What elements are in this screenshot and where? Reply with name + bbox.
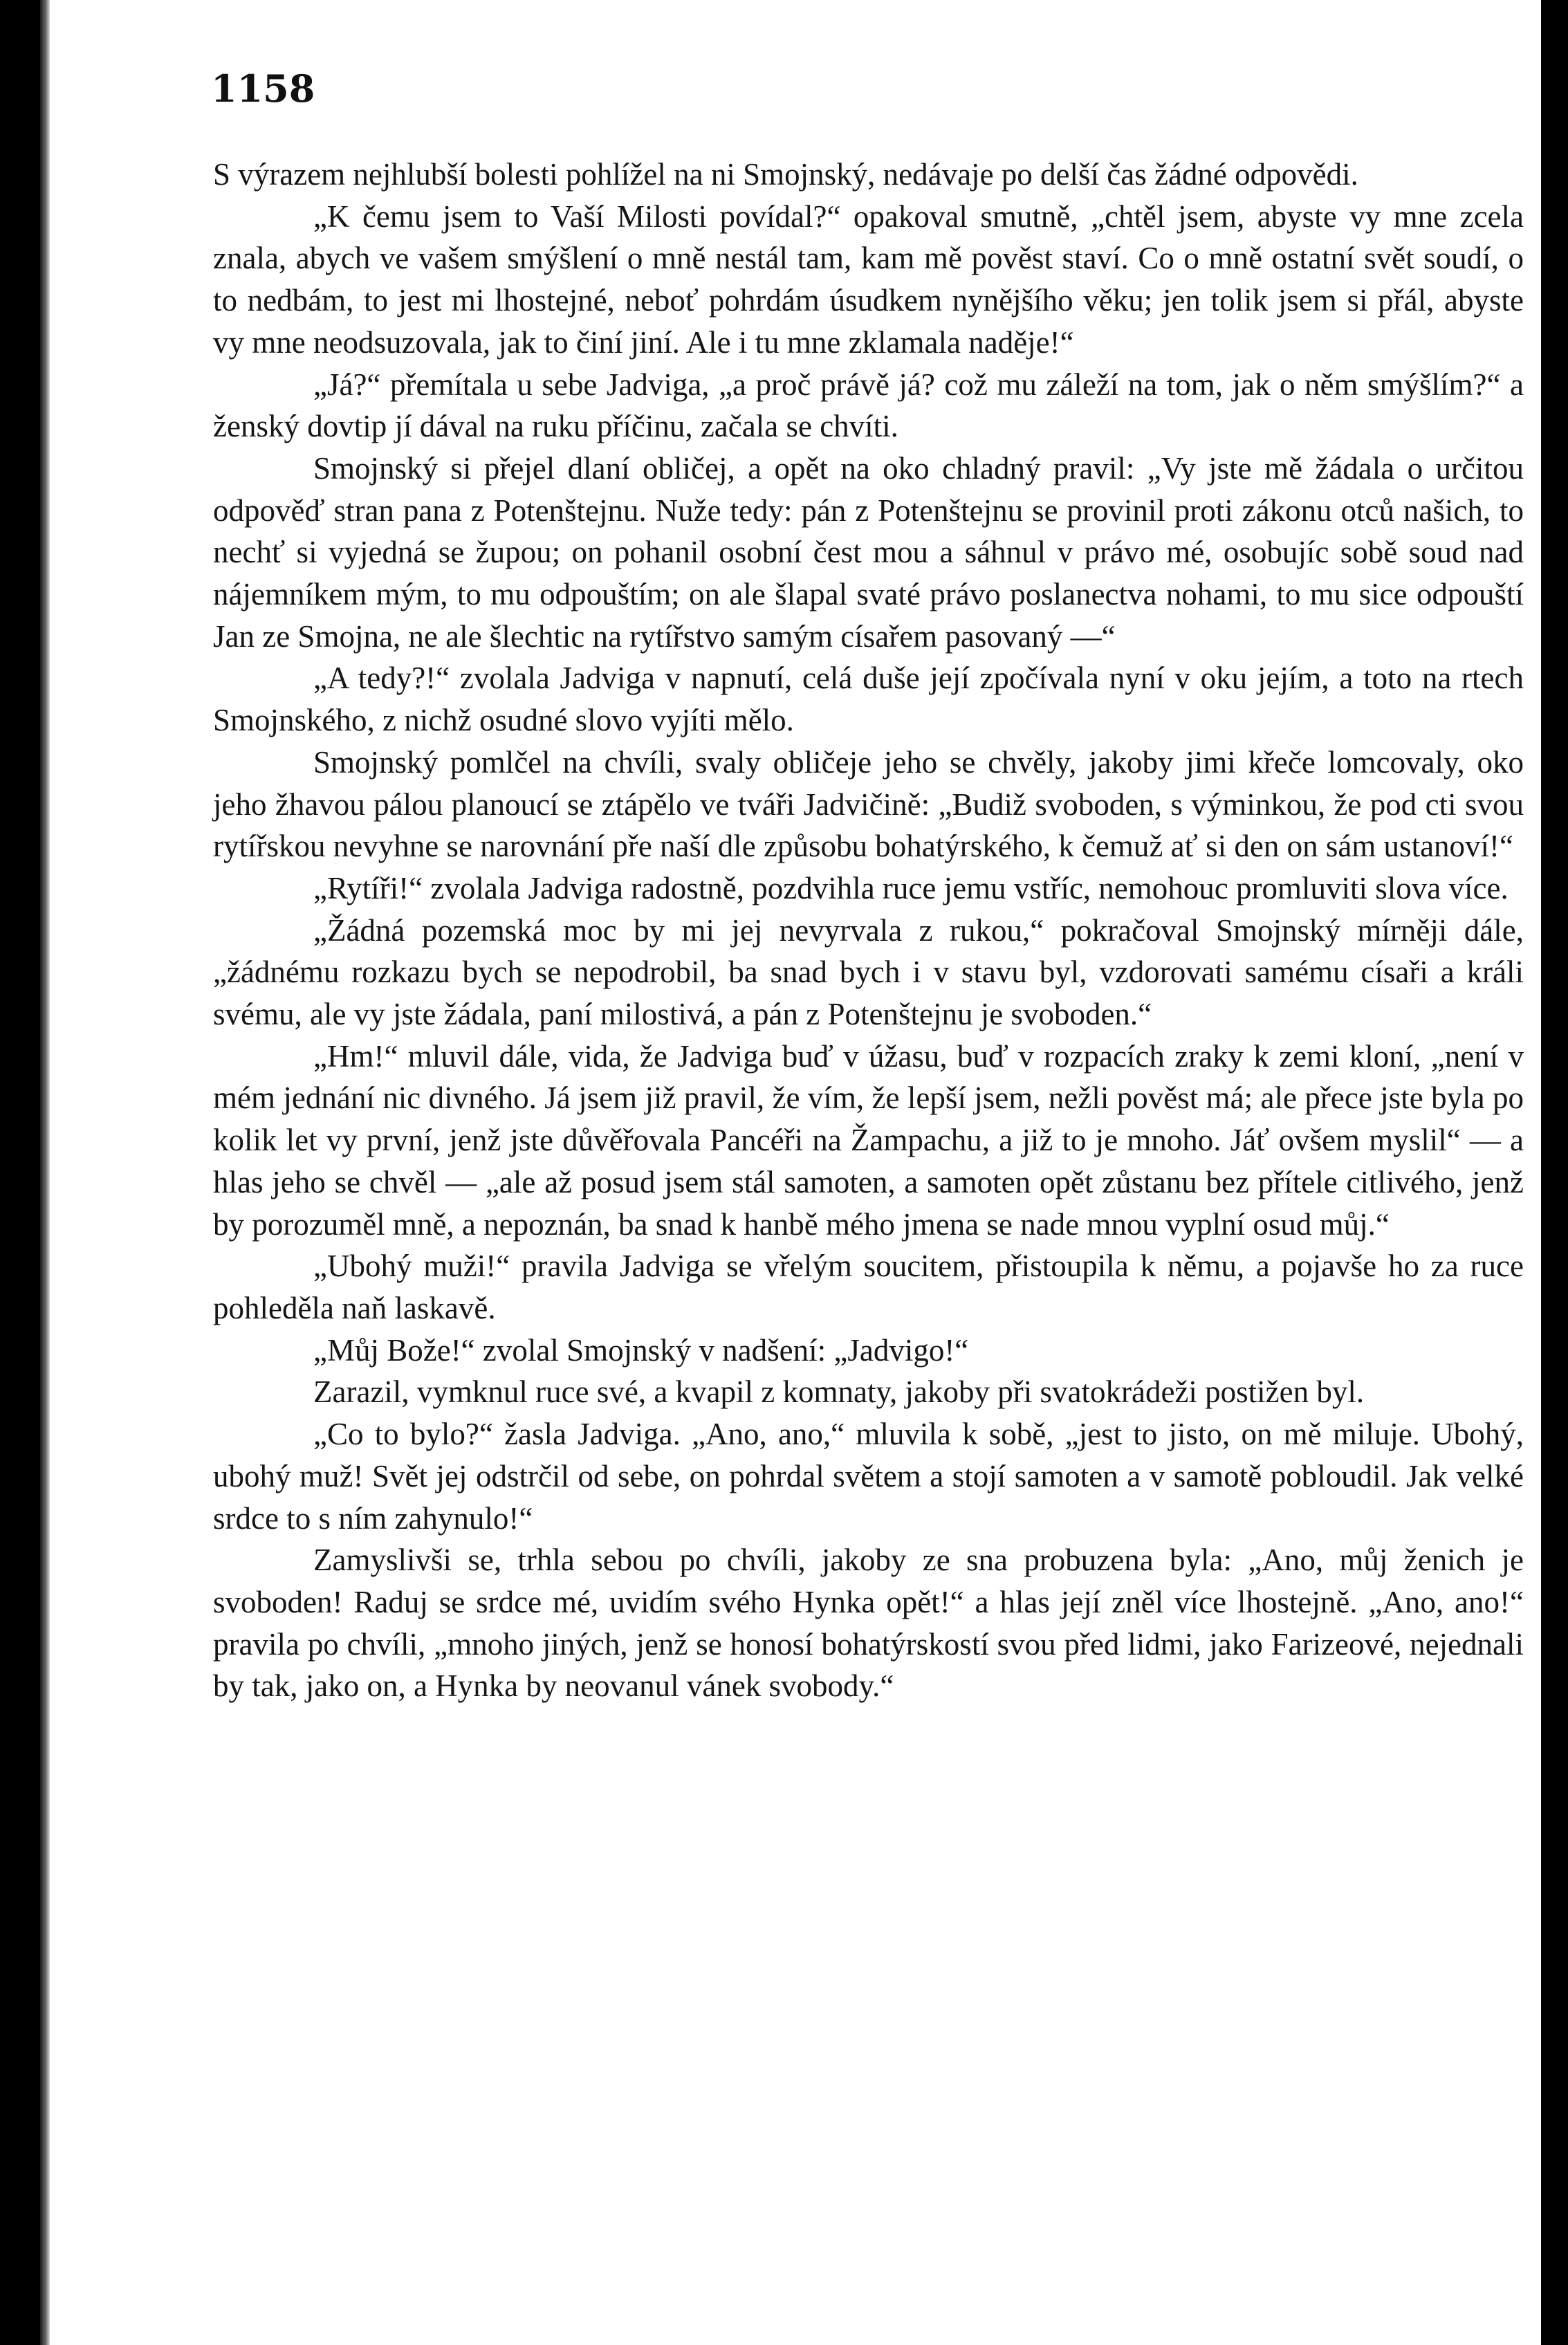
paragraph-14: Zamyslivši se, trhla sebou po chvíli, jakoby ze sna probuzena byla: „Ano, můj ženich je svoboden! Raduj se srdce mé, uvidím svého Hynka opět!“ a hlas její zněl více lhostejně. „Ano, ano!“ pravila po chvíli, „mnoho jiných, jenž se honosí bohatýrskostí svou před lidmi, jako Farizeové, nejednali by tak, jako on, a Hynka by neovanul vánek svobody.“ [213,1543,1524,1704]
page-number: 1158 [211,66,315,111]
paragraph-11: „Můj Bože!“ zvolal Smojnský v nadšení: „Jadvigo!“ [313,1332,969,1368]
paragraph-2: „K čemu jsem to Vaší Milosti povídal?“ opakoval smutně, „chtěl jsem, abyste vy mne zcela znala, abych ve vašem smýšlení o mně nestál tam, kam mě pověst staví. Co o mně ostatní svět soudí, o to nedbám, to jest mi lhostejné, neboť pohrdám úsudkem nynějšího věku; jen tolik jsem si přál, abyste vy mne neodsuzovala, jak to činí jiní. Ale i tu mne zklamala naděje!“ [213,199,1524,360]
paragraph-12: Zarazil, vymknul ruce své, a kvapil z komnaty, jakoby při svatokrádeži postižen byl. [313,1374,1365,1410]
book-page [40,0,1541,2345]
body-text [213,154,1524,1707]
paragraph-10: „Ubohý muži!“ pravila Jadviga se vřelým soucitem, přistoupila k němu, a pojavše ho za ruce pohleděla naň laskavě. [213,1249,1524,1325]
paragraph-9: „Hm!“ mluvil dále, vida, že Jadviga buď v úžasu, buď v rozpacích zraky k zemi kloní, „není v mém jednání nic divného. Já jsem již pravil, že vím, že lepší jsem, nežli pověst má; ale přece jste byla po kolik let vy první, jenž jste důvěřovala Pancéři na Žampachu, a již to je mnoho. Jáť ovšem myslil“ — a hlas jeho se chvěl — „ale až posud jsem stál samoten, a samoten opět zůstanu bez přítele citlivého, jenž by porozuměl mně, a nepoznán, ba snad k hanbě mého jmena se nade mnou vyplní osud můj.“ [213,1038,1524,1242]
paragraph-5: „A tedy?!“ zvolala Jadviga v napnutí, celá duše její zpočívala nyní v oku jejím, a toto na rtech Smojnského, z nichž osudné slovo vyjíti mělo. [213,661,1524,738]
book-spine-shadow [40,0,50,2345]
paragraph-8: „Žádná pozemská moc by mi jej nevyrvala z rukou,“ pokračoval Smojnský mírněji dále, „žádnému rozkazu bych se nepodrobil, ba snad bych i v stavu byl, vzdorovati samému císaři a králi svému, ale vy jste žádala, paní milostivá, a pán z Potenštejnu je svoboden.“ [213,912,1524,1032]
paragraph-1: S výrazem nejhlubší bolesti pohlížel na ni Smojnský, nedávaje po delší čas žádné odpovědi. [213,157,1358,192]
paragraph-3: „Já?“ přemítala u sebe Jadviga, „a proč právě já? což mu záleží na tom, jak o něm smýšlím?“ a ženský dovtip jí dával na ruku příčinu, začala se chvíti. [213,367,1524,444]
paragraph-6: Smojnský pomlčel na chvíli, svaly obličeje jeho se chvěly, jakoby jimi křeče lomcovaly, oko jeho žhavou pálou planoucí se ztápělo ve tváři Jadvičině: „Budiž svoboden, s výminkou, že pod cti svou rytířskou nevyhne se narovnání pře naší dle způsobu bohatýrského, k čemuž ať si den on sám ustanoví!“ [213,744,1524,864]
paragraph-7: „Rytíři!“ zvolala Jadviga radostně, pozdvihla ruce jemu vstříc, nemohouc promluviti slova více. [313,870,1509,905]
paragraph-13: „Co to bylo?“ žasla Jadviga. „Ano, ano,“ mluvila k sobě, „jest to jisto, on mě miluje. Ubohý, ubohý muž! Svět jej odstrčil od sebe, on pohrdal světem a stojí samoten a v samotě pobloudil. Jak velké srdce to s ním zahynulo!“ [213,1417,1524,1536]
paragraph-4: Smojnský si přejel dlaní obličej, a opět na oko chladný pravil: „Vy jste mě žádala o určitou odpověď stran pana z Potenštejnu. Nuže tedy: pán z Potenštejnu se provinil proti zákonu otců našich, to nechť si vyjedná se župou; on pohanil osobní čest mou a sáhnul v právo mé, osobujíc sobě soud nad nájemníkem mým, to mu odpouštím; on ale šlapal svaté právo poslanectva nohami, to mu sice odpouští Jan ze Smojna, ne ale šlechtic na rytířstvo samým císařem pasovaný —“ [213,450,1524,654]
